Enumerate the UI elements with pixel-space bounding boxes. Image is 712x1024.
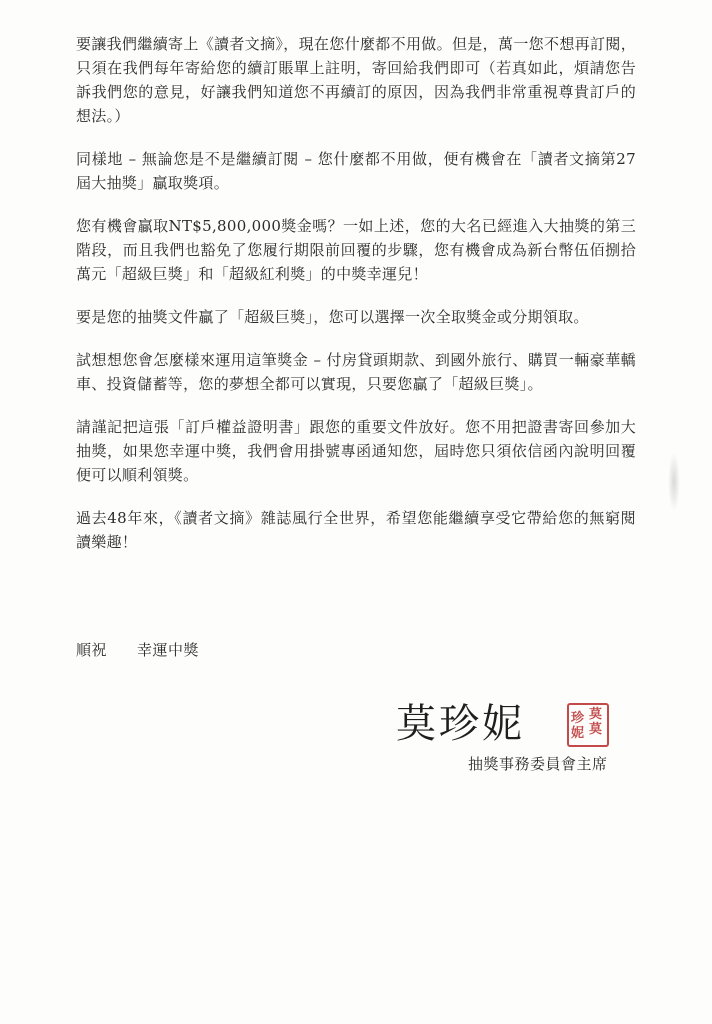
letter-body: [76, 32, 636, 573]
paragraph-history: 過去48年來，《讀者文摘》雜誌風行全世界，希望您能繼續享受它帶給您的無窮閱讀樂趣！: [76, 509, 636, 551]
seal-stamp: 珍 妮 莫 莫: [567, 703, 609, 747]
paragraph-dream-uses: 試想想您會怎麼樣來運用這筆獎金 – 付房貸頭期款、到國外旅行、購買一輛豪華轎車、投資儲蓄等，您的夢想全都可以實現，只要您贏了「超級巨獎」。: [76, 351, 636, 393]
paragraph-keep-certificate: 請謹記把這張「訂戶權益證明書」跟您的重要文件放好。您不用把證書寄回參加大抽獎，如果您幸運中獎，我們會用掛號專函通知您，屆時您只須依信函內說明回覆便可以順利領獎。: [76, 418, 636, 484]
paragraph-sweepstakes-entry: 同樣地 – 無論您是不是繼續訂閱 – 您什麼都不用做，便有機會在「讀者文摘第27屆大抽獎」贏取獎項。: [76, 150, 636, 192]
paragraph-prize-amount: 您有機會贏取NT$5,800,000獎金嗎？一如上述，您的大名已經進入大抽獎的第三階段，而且我們也豁免了您履行期限前回覆的步驟，您有機會成為新台幣伍佰捌拾萬元「超級巨獎」和「超級紅利獎」的中獎幸運兒！: [76, 217, 636, 283]
closing-salutation: 順祝: [76, 641, 108, 659]
signer-title: 抽獎事務委員會主席: [468, 755, 608, 773]
closing-line: [76, 638, 199, 662]
paragraph-renewal: 要讓我們繼續寄上《讀者文摘》，現在您什麼都不用做。但是，萬一您不想再訂閱，只須在我們每年寄給您的續訂賬單上註明，寄回給我們即可（若真如此，煩請您告訴我們您的意見，好讓我們知道您不再續訂的原因，因為我們非常重視尊貴訂戶的想法。）: [76, 35, 636, 125]
closing-wish: 幸運中獎: [137, 641, 200, 659]
signature: 莫珍妮: [396, 701, 525, 747]
paper-stain: [668, 452, 680, 512]
paragraph-payout-option: 要是您的抽獎文件贏了「超級巨獎」，您可以選擇一次全取獎金或分期領取。: [76, 308, 589, 326]
